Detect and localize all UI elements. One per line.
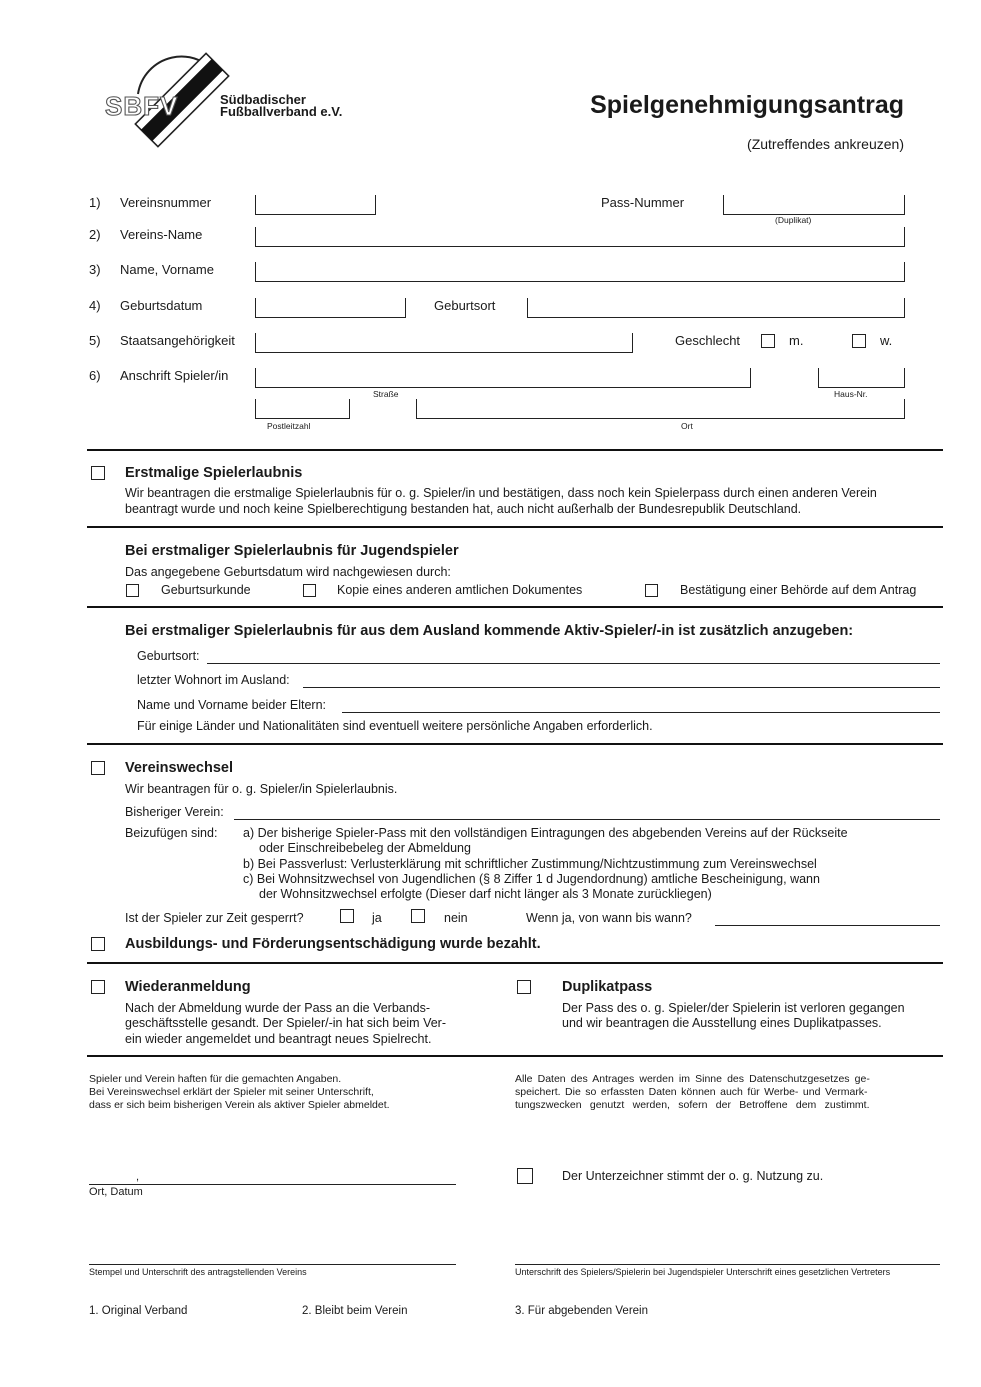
- wiederanmeldung-text-line2: geschäftsstelle gesandt. Der Spieler/-in hat sich beim Ver-: [125, 1016, 446, 1030]
- duplikatpass-text-line2: und wir beantragen die Ausstellung eines Duplikatpasses.: [562, 1016, 882, 1030]
- geburtsort-field[interactable]: [527, 298, 905, 318]
- geburtsort-label: Geburtsort: [434, 298, 496, 313]
- pass-nummer-label: Pass-Nummer: [601, 195, 685, 210]
- datenschutz-text-line1: Alle Daten des Antrages werden im Sinne des Datenschutzgesetzes ge-: [515, 1073, 870, 1085]
- pass-nummer-field[interactable]: [723, 195, 905, 215]
- vereinswechsel-text: Wir beantragen für o. g. Spieler/in Spielerlaubnis.: [125, 782, 398, 796]
- spieler-unterschrift-label: Unterschrift des Spielers/Spielerin bei Jugendspieler Unterschrift eines gesetzlichen Vertreters: [515, 1267, 891, 1277]
- zustimmung-checkbox[interactable]: [517, 1168, 533, 1184]
- kopie-dokument-checkbox[interactable]: [303, 584, 316, 597]
- wiederanmeldung-text-line3: ein wieder angemeldet und beantragt neues Spielrecht.: [125, 1032, 432, 1046]
- row2-number: 2): [89, 227, 101, 242]
- ausland-eltern-label: Name und Vorname beider Eltern:: [137, 698, 326, 712]
- geburtsdatum-field[interactable]: [255, 298, 406, 318]
- duplikatpass-checkbox[interactable]: [517, 980, 531, 994]
- bisheriger-verein-label: Bisheriger Verein:: [125, 805, 224, 819]
- geschlecht-w-checkbox[interactable]: [852, 334, 866, 348]
- vereinsnummer-field[interactable]: [255, 195, 376, 215]
- bestaetigung-behoerde-label: Bestätigung einer Behörde auf dem Antrag: [680, 583, 917, 597]
- row5-number: 5): [89, 333, 101, 348]
- page-title: Spielgenehmigungsantrag: [590, 91, 904, 119]
- bestaetigung-behoerde-checkbox[interactable]: [645, 584, 658, 597]
- beizufuegen-c-line2: der Wohnsitzwechsel erfolgte (Dieser darf nicht länger als 3 Monate zurückliegen): [259, 887, 712, 901]
- wiederanmeldung-text-line1: Nach der Abmeldung wurde der Pass an die Verbands-: [125, 1001, 431, 1015]
- ausland-title: Bei erstmaliger Spielerlaubnis für aus dem Ausland kommende Aktiv-Spieler/-in ist zusätzlich anzugeben:: [125, 623, 854, 639]
- ort-field[interactable]: [416, 399, 905, 419]
- row4-number: 4): [89, 298, 101, 313]
- erstmalig-checkbox[interactable]: [91, 466, 105, 480]
- kopie-dokument-label: Kopie eines anderen amtlichen Dokumentes: [337, 583, 583, 597]
- ausland-wohnort-field[interactable]: [303, 673, 940, 688]
- haftung-text-line3: dass er sich beim bisherigen Verein als aktiver Spieler abmeldet.: [89, 1099, 390, 1111]
- row1-number: 1): [89, 195, 101, 210]
- erstmalig-text-line1: Wir beantragen die erstmalige Spielerlaubnis für o. g. Spieler/in und bestätigen, dass noch kein Spielerpass durch einen anderen Verein: [125, 486, 877, 500]
- strasse-field[interactable]: [255, 368, 751, 388]
- vereinswechsel-checkbox[interactable]: [91, 761, 105, 775]
- bisheriger-verein-field[interactable]: [234, 805, 940, 820]
- copy-verein: 2. Bleibt beim Verein: [302, 1305, 408, 1317]
- beizufuegen-b: b) Bei Passverlust: Verlusterklärung mit schriftlicher Zustimmung/Nichtzustimmung zum Vereinswechsel: [243, 857, 817, 871]
- beizufuegen-label: Beizufügen sind:: [125, 826, 218, 840]
- hausnummer-hint: Haus-Nr.: [834, 389, 868, 399]
- logo: [100, 46, 350, 151]
- gesperrt-nein-label: nein: [444, 911, 468, 925]
- ausbildung-label: Ausbildungs- und Förderungsentschädigung wurde bezahlt.: [125, 936, 541, 952]
- logo-name-line2: Fußballverband e.V.: [220, 104, 343, 119]
- name-vorname-label: Name, Vorname: [120, 262, 214, 277]
- row3-number: 3): [89, 262, 101, 277]
- geburtsdatum-label: Geburtsdatum: [120, 298, 203, 313]
- strasse-hint: Straße: [373, 389, 399, 399]
- name-vorname-field[interactable]: [255, 262, 905, 282]
- datenschutz-text-line2: speichert. Die so erfassten Daten können auch für Werbe- und Vermark-: [515, 1086, 868, 1098]
- copy-original-verband: 1. Original Verband: [89, 1305, 188, 1317]
- gesperrt-ja-label: ja: [372, 911, 382, 925]
- gesperrt-zeitraum-field[interactable]: [715, 911, 940, 926]
- section-divider: [87, 1055, 943, 1057]
- jugend-title: Bei erstmaliger Spielerlaubnis für Jugendspieler: [125, 543, 459, 559]
- section-divider: [87, 743, 943, 745]
- section-divider: [87, 449, 943, 451]
- datenschutz-text-line3: tungszwecken genutzt werden, sofern der Betroffene dem zustimmt.: [515, 1099, 870, 1111]
- ort-hint: Ort: [681, 421, 693, 431]
- haftung-text-line1: Spieler und Verein haften für die gemachten Angaben.: [89, 1073, 342, 1085]
- geburtsurkunde-checkbox[interactable]: [126, 584, 139, 597]
- ausland-geburtsort-label: Geburtsort:: [137, 649, 200, 663]
- vereins-name-label: Vereins-Name: [120, 227, 203, 242]
- vereinsnummer-label: Vereinsnummer: [120, 195, 212, 210]
- erstmalig-text-line2: beantragt wurde und noch keine Spielberechtigung bestanden hat, auch nicht außerhalb der Bundesrepublik Deutschland.: [125, 502, 802, 516]
- vereinswechsel-title: Vereinswechsel: [125, 760, 234, 776]
- section-divider: [87, 526, 943, 528]
- postleitzahl-field[interactable]: [255, 399, 350, 419]
- zustimmung-label: Der Unterzeichner stimmt der o. g. Nutzung zu.: [562, 1169, 824, 1183]
- duplikatpass-title: Duplikatpass: [562, 979, 653, 995]
- ort-datum-comma: ,: [136, 1171, 140, 1183]
- vereins-name-field[interactable]: [255, 227, 905, 247]
- geschlecht-label: Geschlecht: [675, 333, 741, 348]
- logo-name-line1: Südbadischer: [220, 92, 306, 107]
- erstmalig-title: Erstmalige Spielerlaubnis: [125, 465, 303, 481]
- geschlecht-m-checkbox[interactable]: [761, 334, 775, 348]
- duplikatpass-text-line1: Der Pass des o. g. Spieler/der Spielerin ist verloren gegangen: [562, 1001, 905, 1015]
- logo-abbr: SBFV: [105, 91, 179, 121]
- staatsangehoerigkeit-label: Staatsangehörigkeit: [120, 333, 235, 348]
- gesperrt-ja-checkbox[interactable]: [340, 909, 354, 923]
- gesperrt-nein-checkbox[interactable]: [411, 909, 425, 923]
- ausland-hinweis: Für einige Länder und Nationalitäten sind eventuell weitere persönliche Angaben erforderlich.: [137, 719, 653, 733]
- gesperrt-question: Ist der Spieler zur Zeit gesperrt?: [125, 911, 304, 925]
- postleitzahl-hint: Postleitzahl: [267, 421, 311, 431]
- ausland-wohnort-label: letzter Wohnort im Ausland:: [137, 673, 290, 687]
- ausland-eltern-field[interactable]: [342, 698, 940, 713]
- duplikat-hint: (Duplikat): [775, 215, 812, 225]
- spieler-unterschrift-field[interactable]: [515, 1250, 940, 1265]
- hausnummer-field[interactable]: [818, 368, 905, 388]
- ort-datum-label: Ort, Datum: [89, 1186, 143, 1198]
- section-divider: [87, 606, 943, 608]
- copy-abgebender-verein: 3. Für abgebenden Verein: [515, 1305, 648, 1317]
- wiederanmeldung-checkbox[interactable]: [91, 980, 105, 994]
- vereins-unterschrift-field[interactable]: [89, 1250, 456, 1265]
- ort-datum-field[interactable]: [89, 1170, 456, 1185]
- jugend-text: Das angegebene Geburtsdatum wird nachgewiesen durch:: [125, 565, 451, 579]
- vereins-unterschrift-label: Stempel und Unterschrift des antragstellenden Vereins: [89, 1267, 307, 1277]
- row6-number: 6): [89, 368, 101, 383]
- beizufuegen-c-line1: c) Bei Wohnsitzwechsel von Jugendlichen (§ 8 Ziffer 1 d Jugendordnung) amtliche Bescheinigung, wann: [243, 872, 820, 886]
- wiederanmeldung-title: Wiederanmeldung: [125, 979, 251, 995]
- gesperrt-zeitraum-label: Wenn ja, von wann bis wann?: [526, 911, 692, 925]
- haftung-text-line2: Bei Vereinswechsel erklärt der Spieler mit seiner Unterschrift,: [89, 1086, 374, 1098]
- page-subtitle: (Zutreffendes ankreuzen): [747, 136, 904, 152]
- beizufuegen-a-line2: oder Einschreibebeleg der Abmeldung: [259, 841, 471, 855]
- ausbildung-checkbox[interactable]: [91, 937, 105, 951]
- anschrift-label: Anschrift Spieler/in: [120, 368, 229, 383]
- beizufuegen-a-line1: a) Der bisherige Spieler-Pass mit den vollständigen Eintragungen des abgebenden Vereins auf der Rückseite: [243, 826, 848, 840]
- staatsangehoerigkeit-field[interactable]: [255, 333, 633, 353]
- geburtsurkunde-label: Geburtsurkunde: [161, 583, 251, 597]
- section-divider: [87, 962, 943, 964]
- ausland-geburtsort-field[interactable]: [207, 649, 940, 664]
- geschlecht-m-label: m.: [789, 333, 804, 348]
- geschlecht-w-label: w.: [880, 333, 893, 348]
